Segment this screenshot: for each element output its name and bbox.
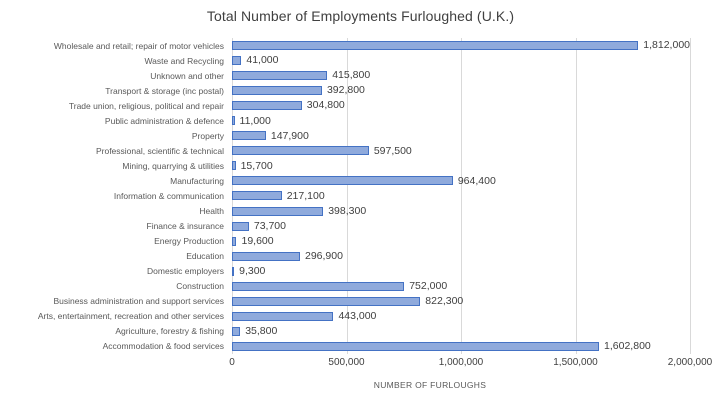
bar-row (232, 309, 690, 324)
gridline (690, 38, 691, 354)
value-label: 304,800 (306, 99, 345, 112)
value-label: 443,000 (338, 310, 377, 323)
bar-row (232, 279, 690, 294)
value-label: 1,812,000 (643, 39, 690, 52)
bar-row (232, 294, 690, 309)
category-label: Information & communication (113, 190, 224, 201)
value-label: 19,600 (241, 234, 274, 247)
bar-row (232, 219, 690, 234)
x-tick-label: 1,000,000 (438, 357, 484, 368)
x-axis-ticks (0, 357, 721, 370)
bar-row (232, 68, 690, 83)
category-label: Waste and Recycling (144, 55, 224, 66)
bar[interactable] (232, 267, 234, 276)
value-label: 35,800 (245, 325, 278, 338)
bar[interactable] (232, 101, 302, 110)
value-label: 398,300 (328, 204, 367, 217)
bar[interactable] (232, 146, 369, 155)
bar[interactable] (232, 71, 327, 80)
category-labels (0, 38, 226, 354)
bar[interactable] (232, 297, 420, 306)
bar[interactable] (232, 116, 235, 125)
category-label: Property (191, 130, 224, 141)
bar[interactable] (232, 222, 249, 231)
category-label: Public administration & defence (104, 115, 224, 126)
category-label: Arts, entertainment, recreation and other services (37, 311, 224, 322)
value-label: 9,300 (239, 264, 266, 277)
category-label: Education (186, 251, 224, 262)
bar-row (232, 158, 690, 173)
value-label: 11,000 (239, 114, 271, 127)
bar[interactable] (232, 41, 638, 50)
bar-row (232, 264, 690, 279)
bar-row (232, 53, 690, 68)
chart-title: Total Number of Employments Furloughed (U.K.) (206, 8, 515, 24)
bar[interactable] (232, 207, 323, 216)
category-label: Finance & insurance (146, 221, 224, 232)
bar-row (232, 83, 690, 98)
value-label: 752,000 (409, 280, 448, 293)
x-tick-label: 500,000 (328, 357, 365, 368)
bar[interactable] (232, 312, 333, 321)
bar[interactable] (232, 191, 282, 200)
category-label: Transport & storage (inc postal) (105, 85, 224, 96)
value-label: 296,900 (304, 249, 343, 262)
category-label: Energy Production (154, 236, 224, 247)
category-label: Domestic employers (147, 266, 224, 277)
bar[interactable] (232, 131, 266, 140)
bar[interactable] (232, 342, 599, 351)
value-label: 217,100 (286, 189, 325, 202)
value-label: 147,900 (270, 129, 309, 142)
value-label: 964,400 (457, 174, 496, 187)
bar[interactable] (232, 176, 453, 185)
bar[interactable] (232, 86, 322, 95)
bar-row (232, 324, 690, 339)
bar-row (232, 143, 690, 158)
value-label: 41,000 (246, 54, 279, 67)
bars-area (232, 38, 690, 354)
bar-row (232, 339, 690, 354)
x-tick-label: 1,500,000 (553, 357, 598, 368)
category-label: Agriculture, forestry & fishing (115, 326, 224, 337)
value-label: 1,602,800 (604, 340, 651, 353)
value-label: 392,800 (326, 84, 365, 97)
x-tick-label: 2,000,000 (667, 357, 713, 368)
bar-row (232, 234, 690, 249)
bar[interactable] (232, 252, 300, 261)
value-label: 822,300 (425, 295, 464, 308)
bar[interactable] (232, 327, 240, 336)
category-label: Construction (176, 281, 224, 292)
category-label: Trade union, religious, political and repair (68, 100, 224, 111)
x-axis-title: NUMBER OF FURLOUGHS (373, 380, 487, 390)
x-tick-label: 0 (229, 357, 235, 368)
plot-area (232, 38, 690, 354)
category-label: Business administration and support services (53, 296, 224, 307)
bar-row (232, 204, 690, 219)
bar[interactable] (232, 161, 236, 170)
category-label: Wholesale and retail; repair of motor vehicles (53, 40, 224, 51)
bar-row (232, 128, 690, 143)
category-label: Accommodation & food services (102, 341, 224, 352)
value-label: 73,700 (253, 219, 286, 232)
bar-row (232, 98, 690, 113)
bar[interactable] (232, 56, 241, 65)
value-label: 597,500 (373, 144, 412, 157)
bar[interactable] (232, 282, 404, 291)
bar-row (232, 38, 690, 53)
bar[interactable] (232, 237, 236, 246)
bar-row (232, 188, 690, 203)
category-label: Manufacturing (170, 175, 224, 186)
value-label: 415,800 (332, 69, 371, 82)
bar-row (232, 249, 690, 264)
category-label: Mining, quarrying & utilities (122, 160, 224, 171)
category-label: Health (199, 206, 224, 217)
value-label: 15,700 (240, 159, 273, 172)
category-label: Professional, scientific & technical (95, 145, 224, 156)
bar-row (232, 173, 690, 188)
category-label: Unknown and other (150, 70, 224, 81)
bar-row (232, 113, 690, 128)
